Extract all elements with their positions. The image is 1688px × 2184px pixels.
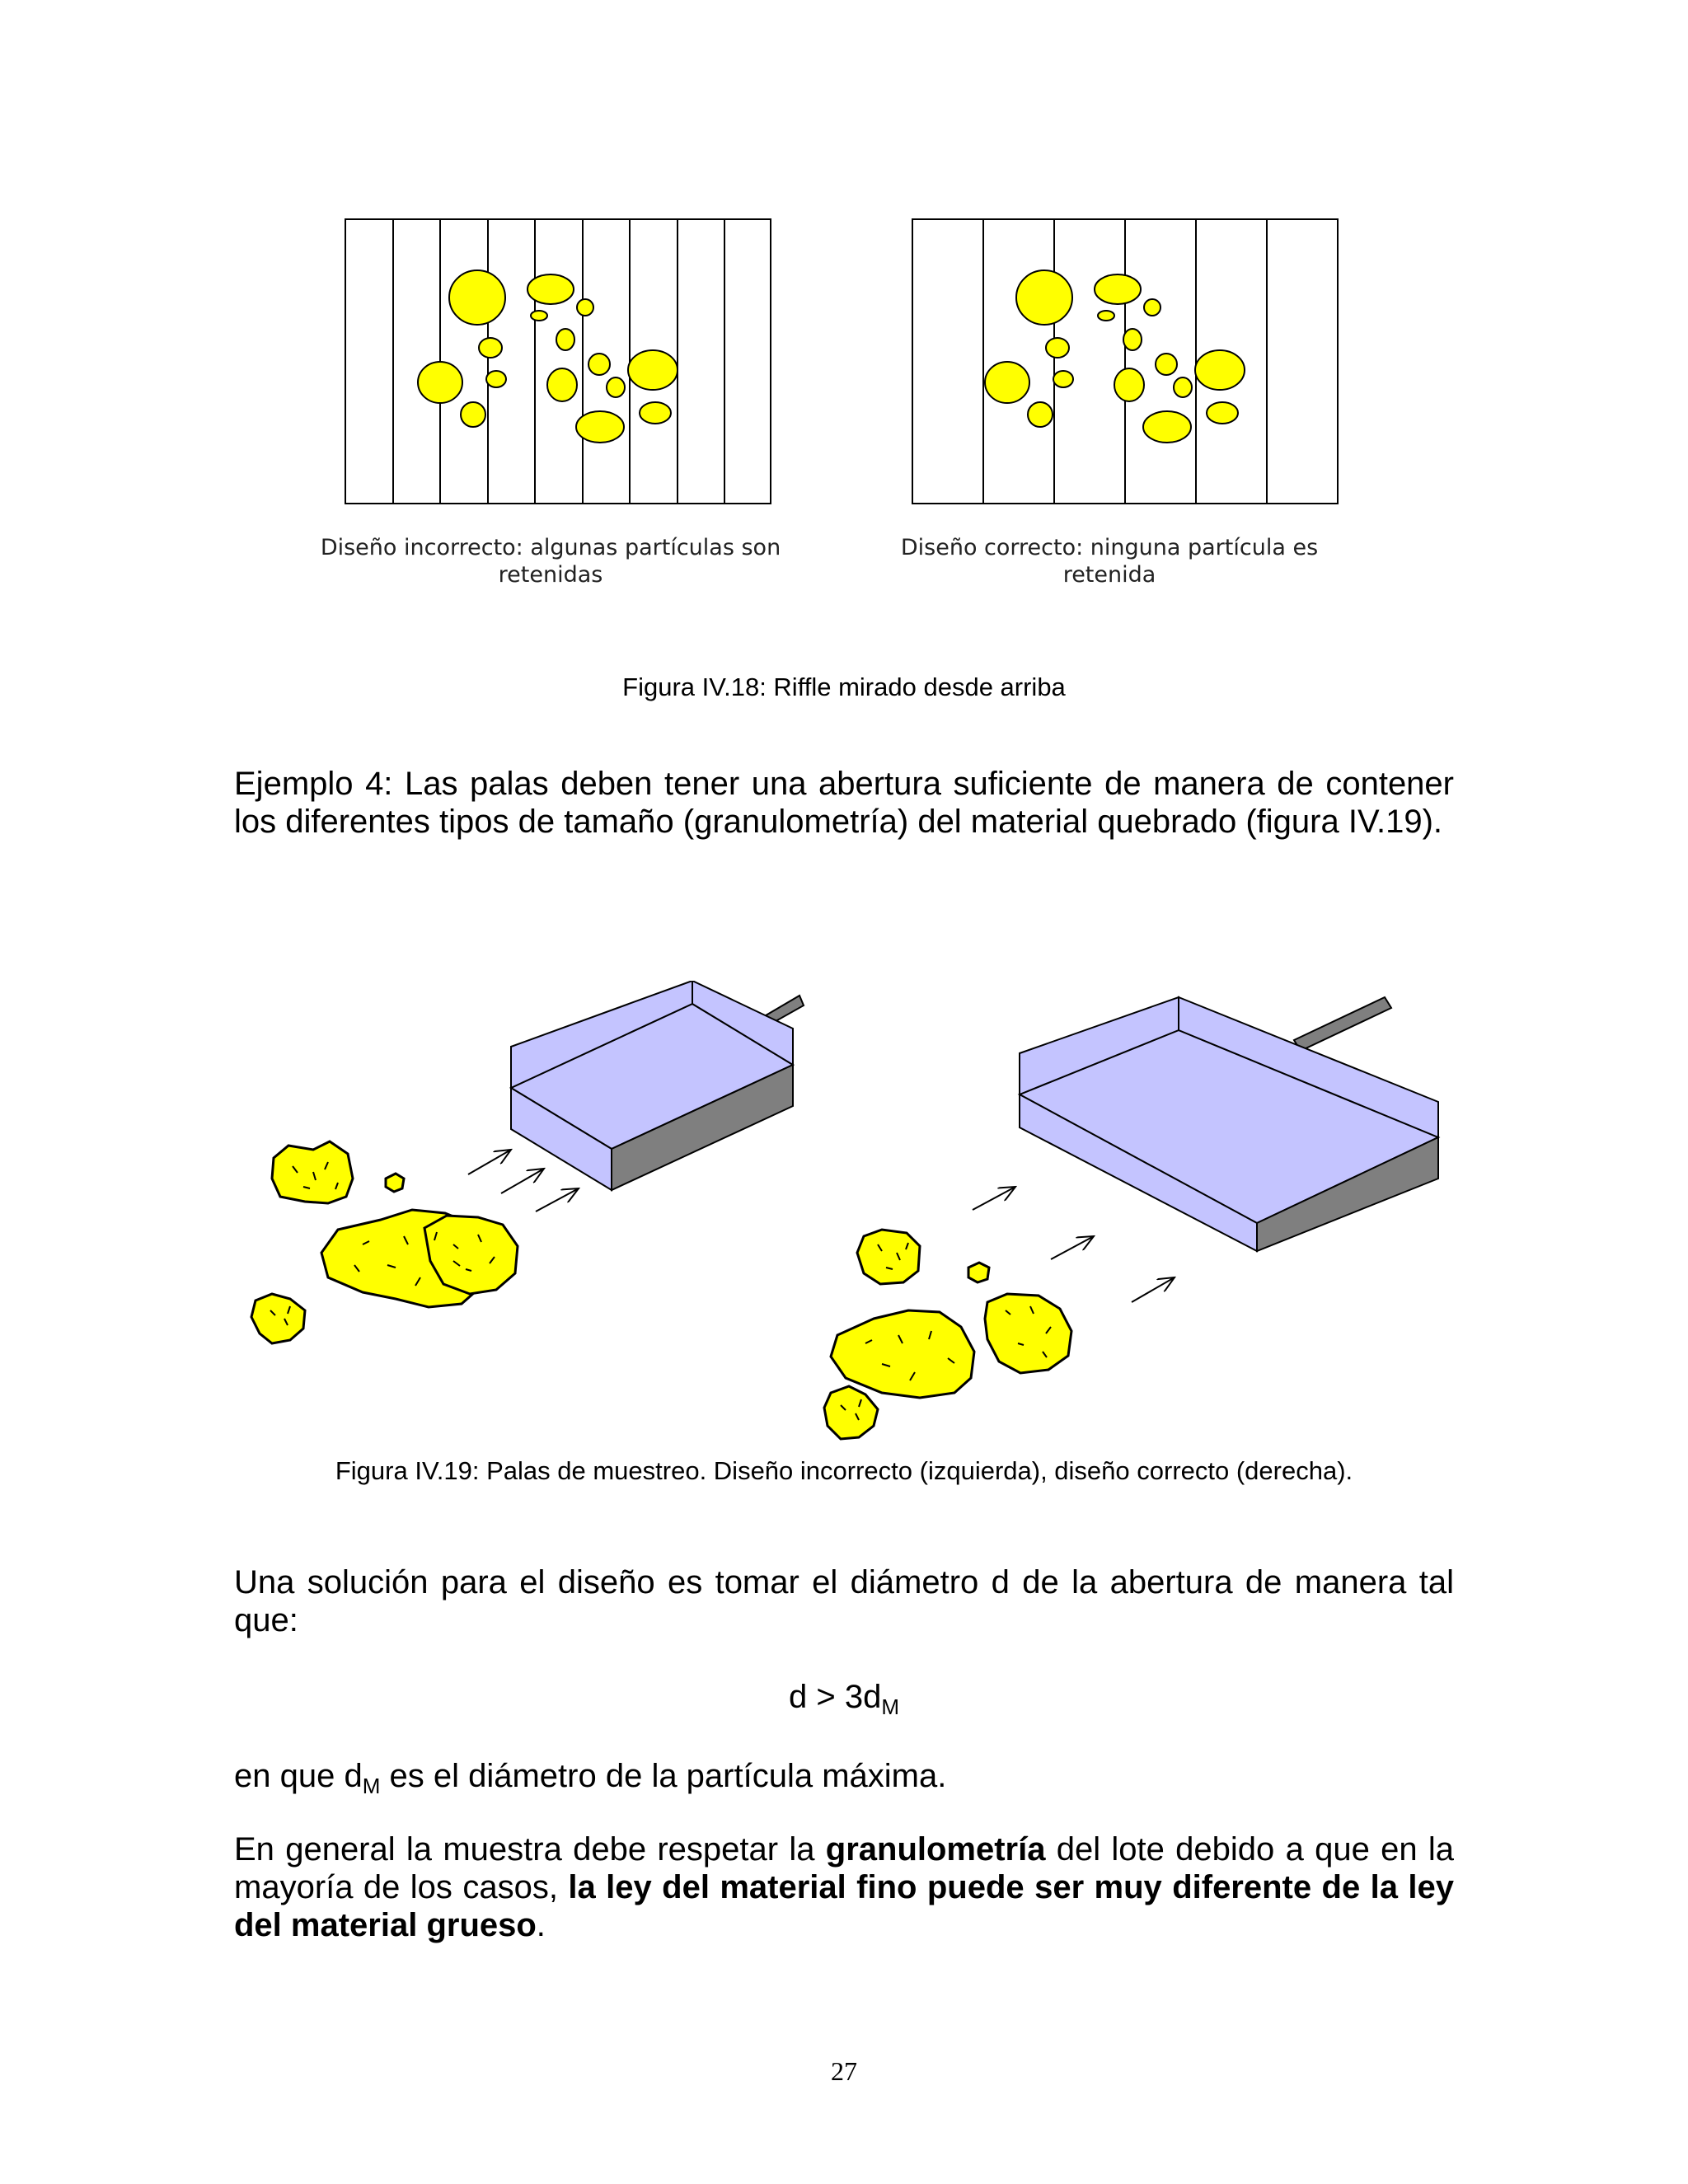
formula-subscript: M [881, 1694, 899, 1719]
solution-paragraph [234, 1563, 1454, 1639]
definition-pre: en que d [234, 1758, 363, 1794]
riffle-correct-caption [887, 534, 1332, 588]
riffle-incorrect-caption [320, 534, 781, 588]
shovel-diagram [239, 981, 1459, 1451]
formula [0, 1678, 1688, 1719]
general-line1 [234, 1830, 1454, 1868]
riffle-correct-caption-line2: retenida [1062, 562, 1156, 588]
general-bold-granulometria: granulometría [825, 1831, 1046, 1868]
general-text-2: del lote debido a que en la [1045, 1831, 1455, 1868]
riffle-diagram-correct [912, 218, 1340, 507]
large-shovel [1020, 997, 1438, 1251]
general-text-1: En general la muestra debe respetar la [234, 1831, 826, 1868]
definition-subscript: M [362, 1774, 381, 1798]
small-shovel [511, 981, 804, 1190]
example-4-line1: Ejemplo 4: Las palas deben tener una abertura suficiente de manera de contener [234, 766, 1454, 802]
riffle-correct-caption-line1: Diseño correcto: ninguna partícula es [900, 535, 1319, 560]
general-text-4: . [536, 1907, 546, 1943]
figure-18-caption: Figura IV.18: Riffle mirado desde arriba [622, 673, 1066, 701]
riffle-incorrect-caption-line2: retenidas [498, 562, 603, 588]
figure-19-caption: Figura IV.19: Palas de muestreo. Diseño incorrecto (izquierda), diseño correcto (derecha). [335, 1456, 1353, 1485]
solution-line1: Una solución para el diseño es tomar el diámetro d de la abertura de manera tal [234, 1564, 1454, 1601]
general-text-3: mayoría de los casos, [234, 1869, 569, 1905]
formula-main: d > 3d [789, 1679, 882, 1715]
general-line2 [234, 1868, 1454, 1906]
general-paragraph [234, 1830, 1454, 1944]
general-line3 [234, 1906, 1454, 1944]
example-4-line2: los diferentes tipos de tamaño (granulometría) del material quebrado (figura IV.19). [234, 804, 1442, 840]
riffle-incorrect-caption-line1: Diseño incorrecto: algunas partículas son [320, 535, 781, 560]
page-number: 27 [831, 2056, 857, 2086]
general-bold-grueso: del material grueso [234, 1907, 537, 1943]
motion-arrows [468, 1150, 1175, 1302]
coarse-particles-left [251, 1141, 518, 1343]
solution-line2: que: [234, 1602, 298, 1638]
riffle-diagram-incorrect [345, 218, 773, 507]
example-4-paragraph [234, 765, 1454, 841]
definition-post: es el diámetro de la partícula máxima. [380, 1758, 947, 1794]
definition-line [234, 1757, 1454, 1798]
coarse-particles-right [824, 1230, 1071, 1439]
general-bold-ley: la ley del material fino puede ser muy diferente de la ley [568, 1869, 1454, 1905]
